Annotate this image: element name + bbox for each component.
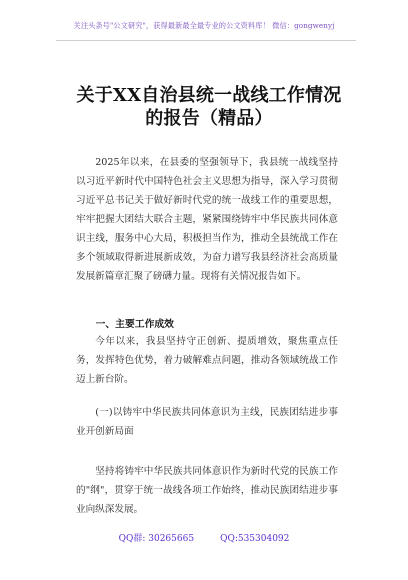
footer-qq-group: QQ群: 30265665	[118, 534, 195, 544]
section-heading: 一、主要工作成效	[95, 319, 174, 330]
subsection-heading: (一)以铸牢中华民族共同体意识为主线，民族团结进步事业开创新局面	[76, 407, 338, 437]
header-divider	[56, 40, 356, 41]
document-title: 关于XX自治县统一战线工作情况的报告（精品）	[76, 85, 342, 129]
section-paragraph: 今年以来，我县坚持守正创新、提质增效，聚焦重点任务，发挥特色优势，着力破解难点问题，推动各领域统战工作迈上新台阶。	[76, 336, 338, 385]
intro-paragraph: 2025年以来，在县委的坚强领导下，我县统一战线坚持以习近平新时代中国特色社会主义思想为指导，深入学习贯彻习近平总书记关于做好新时代党的统一战线工作的重要思想，牢牢把握大团结大联合主题，紧紧围绕铸牢中华民族共同体意识主线，服务中心大局，积极担当作为，推动全县统战工作在多个领域取得新进展新成效，为奋力谱写我县经济社会高质量发展新篇章汇聚了磅礴力量。现将有关情况报告如下。	[76, 157, 338, 282]
subsection-paragraph: 坚持将铸牢中华民族共同体意识作为新时代党的民族工作的"纲"，贯穿于统一战线各项工作始终，推动民族团结进步事业向纵深发展。	[76, 466, 338, 515]
footer-qq-number: QQ:535304092	[220, 534, 290, 544]
footer-contact	[0, 531, 408, 544]
header-banner: 关注头条号"公文研究"，获得最新最全最专业的公文资料库！ 微信：gongwenyj	[73, 21, 335, 30]
